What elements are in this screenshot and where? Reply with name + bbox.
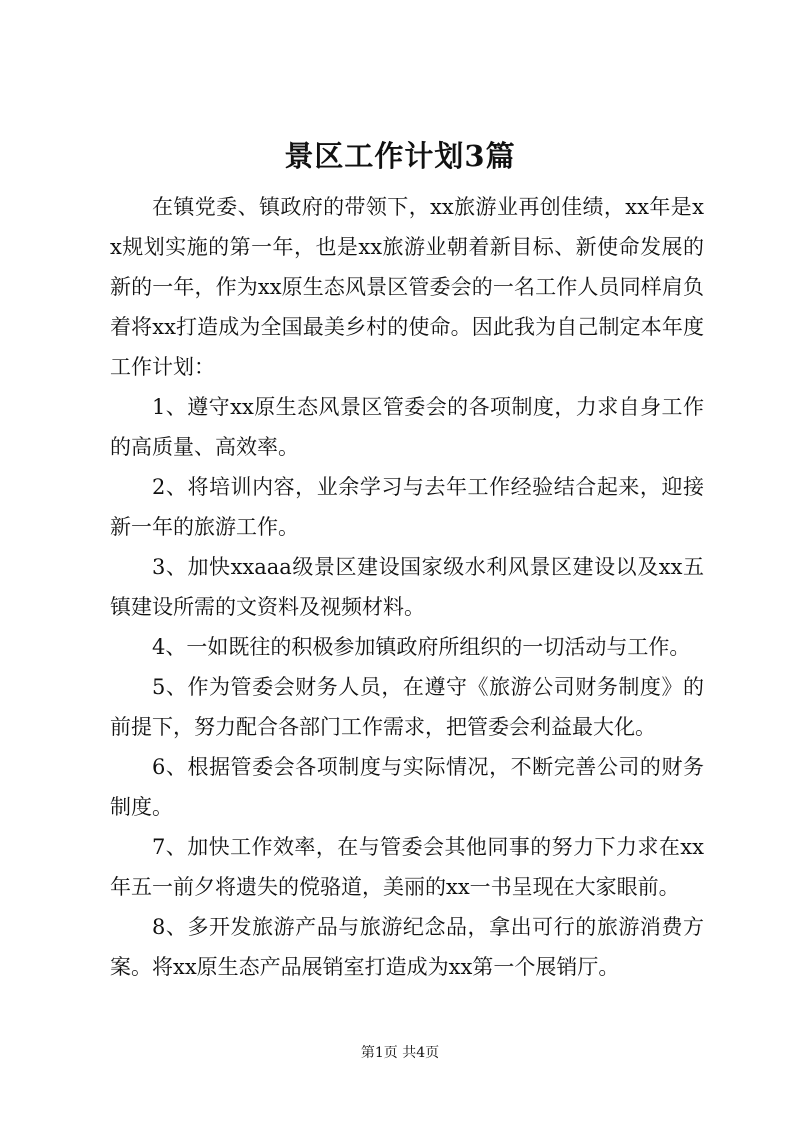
paragraph-item-6: 6、根据管委会各项制度与实际情况，不断完善公司的财务制度。 [110, 755, 704, 819]
paragraph-item-2: 2、将培训内容，业余学习与去年工作经验结合起来，迎接新一年的旅游工作。 [110, 475, 704, 539]
paragraph-item-7: 7、加快工作效率，在与管委会其他同事的努力下力求在xx年五一前夕将遗失的傥骆道，美丽的xx一书呈现在大家眼前。 [110, 835, 704, 899]
paragraph-item-3: 3、加快xxaaa级景区建设国家级水利风景区建设以及xx五镇建设所需的文资料及视频材料。 [110, 555, 704, 619]
paragraph-intro: 在镇党委、镇政府的带领下，xx旅游业再创佳绩，xx年是xx规划实施的第一年，也是xx旅游业朝着新目标、新使命发展的新的一年，作为xx原生态风景区管委会的一名工作人员同样肩负着将xx打造成为全国最美乡村的使命。因此我为自己制定本年度工作计划： [110, 195, 704, 379]
page-footer: 第1页 共4页 [360, 1045, 440, 1061]
paragraph-item-1: 1、遵守xx原生态风景区管委会的各项制度，力求自身工作的高质量、高效率。 [110, 395, 704, 459]
page-title: 景区工作计划3篇 [284, 139, 516, 173]
paragraph-item-8: 8、多开发旅游产品与旅游纪念品，拿出可行的旅游消费方案。将xx原生态产品展销室打造成为xx第一个展销厅。 [110, 915, 704, 979]
document-body [110, 187, 704, 987]
paragraph-item-5: 5、作为管委会财务人员，在遵守《旅游公司财务制度》的前提下，努力配合各部门工作需求，把管委会利益最大化。 [110, 675, 704, 739]
paragraph-item-4: 4、一如既往的积极参加镇政府所组织的一切活动与工作。 [152, 635, 691, 659]
